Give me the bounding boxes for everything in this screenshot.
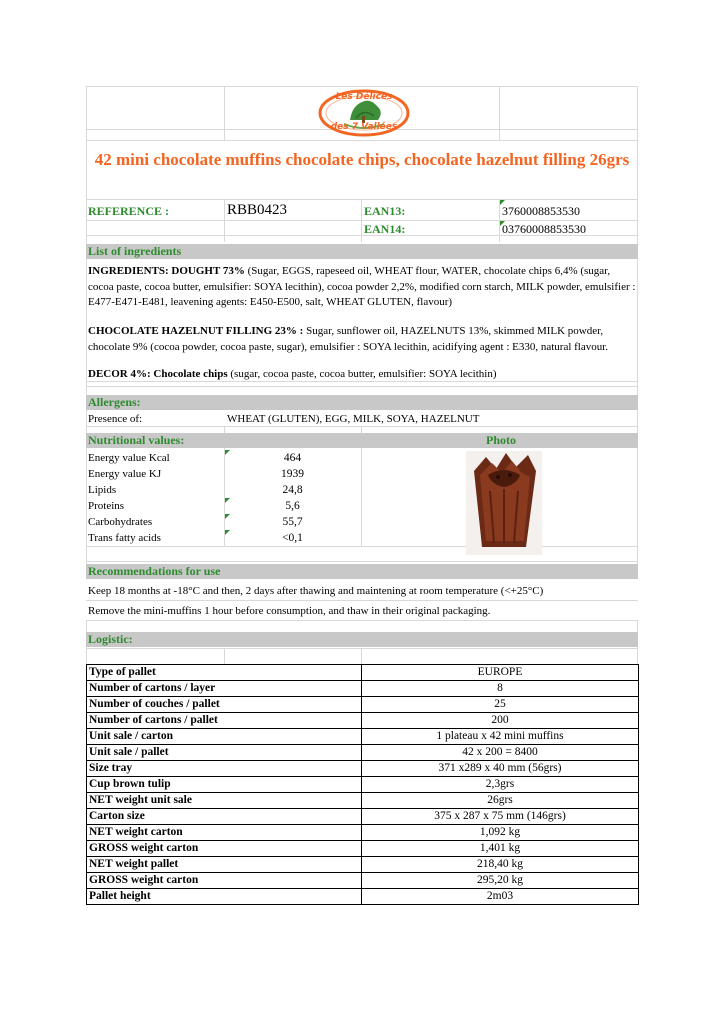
nutrient-value: 55,7 — [282, 516, 303, 528]
logistic-value: 200 — [362, 713, 639, 729]
logistic-row — [87, 681, 639, 697]
nutrient-name: Energy value KJ — [88, 468, 162, 480]
cell-marker-icon — [225, 450, 230, 455]
ingredients-filling — [88, 324, 636, 355]
grid-line — [86, 620, 638, 621]
logistic-value: 8 — [362, 681, 639, 697]
recommendations-heading: Recommendations for use — [88, 564, 221, 578]
logistic-label: Type of pallet — [87, 665, 362, 681]
logistic-row — [87, 729, 639, 745]
grid-line — [224, 648, 225, 664]
logistic-value: 371 x289 x 40 mm (56grs) — [362, 761, 639, 777]
logo-text-top: Les Délices — [335, 92, 393, 102]
nutrition-row — [86, 466, 361, 482]
ean14-value: 03760008853530 — [502, 222, 586, 236]
logistic-label: Cup brown tulip — [87, 777, 362, 793]
muffin-image — [466, 451, 542, 555]
nutrition-heading-band — [86, 433, 638, 448]
logistic-value: 2m03 — [362, 889, 639, 905]
nutrient-value: 24,8 — [282, 484, 303, 496]
logistic-row — [87, 841, 639, 857]
photo-heading: Photo — [486, 433, 516, 447]
nutrient-name: Lipids — [88, 484, 117, 496]
nutrient-value: 464 — [283, 452, 302, 464]
logistic-value: 42 x 200 = 8400 — [362, 745, 639, 761]
ean14-label: EAN14: — [364, 222, 406, 236]
logistic-row — [87, 697, 639, 713]
nutrient-value: <0,1 — [282, 532, 303, 544]
logistic-label: Unit sale / carton — [87, 729, 362, 745]
nutrient-value: 1939 — [281, 468, 304, 480]
grid-line — [86, 561, 638, 562]
nutrition-row — [86, 530, 361, 546]
grid-line — [86, 600, 638, 601]
logistic-label: Unit sale / pallet — [87, 745, 362, 761]
grid-line — [86, 199, 638, 200]
recommendation-thawing: Remove the mini-muffins 1 hour before consumption, and thaw in their original packaging. — [88, 605, 491, 617]
grid-line — [86, 220, 638, 221]
nutrition-row — [86, 482, 361, 498]
grid-line — [86, 426, 638, 427]
ingredients-heading: List of ingredients — [88, 244, 182, 258]
grid-line — [86, 140, 638, 141]
product-photo — [466, 451, 542, 555]
recommendations-heading-band — [86, 564, 638, 579]
logistic-label: Number of cartons / layer — [87, 681, 362, 697]
allergens-heading-band — [86, 395, 638, 410]
logistic-value: 295,20 kg — [362, 873, 639, 889]
logistic-row — [87, 873, 639, 889]
nutrient-name: Proteins — [88, 500, 125, 512]
logistic-value: 26grs — [362, 793, 639, 809]
logistic-row — [87, 889, 639, 905]
grid-line — [86, 86, 638, 87]
logistic-label: NET weight carton — [87, 825, 362, 841]
reference-value: RBB0423 — [227, 202, 288, 218]
logistic-row — [87, 777, 639, 793]
logistic-value: 25 — [362, 697, 639, 713]
logistic-label: GROSS weight carton — [87, 873, 362, 889]
logistic-value: EUROPE — [362, 665, 639, 681]
ean13-label: EAN13: — [364, 204, 406, 218]
logistic-value: 1,092 kg — [362, 825, 639, 841]
logistic-row — [87, 825, 639, 841]
allergens-value: WHEAT (GLUTEN), EGG, MILK, SOYA, HAZELNUT — [227, 413, 480, 425]
ingredients-heading-band — [86, 244, 638, 259]
logistic-row — [87, 857, 639, 873]
logistic-table — [86, 664, 639, 905]
ingredients-dough — [88, 264, 636, 311]
decor-text: (sugar, cocoa paste, cocoa butter, emulsifier: SOYA lecithin) — [227, 368, 497, 380]
logistic-label: Number of couches / pallet — [87, 697, 362, 713]
allergens-heading: Allergens: — [88, 395, 141, 409]
nutrient-name: Trans fatty acids — [88, 532, 161, 544]
grid-line — [86, 648, 638, 649]
nutrition-row — [86, 450, 361, 466]
cell-marker-icon — [225, 514, 230, 519]
logistic-label: Size tray — [87, 761, 362, 777]
logistic-value: 1,401 kg — [362, 841, 639, 857]
nutrient-name: Carbohydrates — [88, 516, 153, 528]
ean13-value: 3760008853530 — [502, 204, 580, 218]
logo-text-bottom: des 7 Vallées — [330, 122, 398, 132]
logistic-value: 2,3grs — [362, 777, 639, 793]
logistic-label: Pallet height — [87, 889, 362, 905]
grid-line — [499, 86, 500, 140]
logistic-value: 218,40 kg — [362, 857, 639, 873]
logistic-label: Carton size — [87, 809, 362, 825]
logistic-label: Number of cartons / pallet — [87, 713, 362, 729]
cell-marker-icon — [225, 498, 230, 503]
reference-label: REFERENCE : — [88, 204, 170, 218]
grid-line — [361, 648, 362, 664]
logistic-heading-band — [86, 632, 638, 647]
recommendation-storage: Keep 18 months at -18°C and then, 2 days after thawing and maintening at room temperature (<+25°C) — [88, 585, 544, 597]
logistic-label: NET weight unit sale — [87, 793, 362, 809]
logistic-row — [87, 761, 639, 777]
nutrition-heading: Nutritional values: — [88, 433, 185, 447]
allergens-label: Presence of: — [88, 413, 143, 425]
filling-title: CHOCOLATE HAZELNUT FILLING 23% : — [88, 325, 304, 337]
brand-logo — [314, 88, 414, 138]
nutrition-row — [86, 514, 361, 530]
dough-title: INGREDIENTS: DOUGHT 73% — [88, 265, 245, 277]
logistic-label: NET weight pallet — [87, 857, 362, 873]
logistic-value: 1 plateau x 42 mini muffins — [362, 729, 639, 745]
logistic-row — [87, 713, 639, 729]
cell-marker-icon — [225, 530, 230, 535]
dough-text: (Sugar, EGGS, rapeseed oil, WHEAT flour, WATER, chocolate chips 6,4% (sugar, cocoa paste, cocoa butter, emulsifier: SOYA lecithin), cocoa powder 2,2%, modified corn starch, MILK powder, emulsifier : E477-E471-E481, leavening agents: E450-E500, salt, WHEAT GLUTEN, flavour) — [88, 265, 636, 308]
logistic-value: 375 x 287 x 75 mm (146grs) — [362, 809, 639, 825]
grid-line — [86, 546, 638, 547]
logistic-row — [87, 809, 639, 825]
product-title: 42 mini chocolate muffins chocolate chips, chocolate hazelnut filling 26grs — [94, 150, 630, 169]
decor-title: DECOR 4%: Chocolate chips — [88, 368, 228, 380]
logistic-row — [87, 665, 639, 681]
logistic-heading: Logistic: — [88, 632, 133, 646]
grid-line — [224, 86, 225, 140]
logistic-row — [87, 793, 639, 809]
nutrient-value: 5,6 — [285, 500, 300, 512]
nutrition-row — [86, 498, 361, 514]
filling-text: Sugar, sunflower oil, HAZELNUTS 13%, skimmed MILK powder, chocolate 9% (cocoa powder, cocoa paste, sugar), emulsifier : SOYA lecithin, acidifying agent : E330, natural flavour. — [88, 325, 609, 353]
nutrient-name: Energy value Kcal — [88, 452, 170, 464]
logistic-label: GROSS weight carton — [87, 841, 362, 857]
grid-line — [86, 386, 638, 387]
ingredients-decor — [88, 367, 636, 383]
logistic-row — [87, 745, 639, 761]
